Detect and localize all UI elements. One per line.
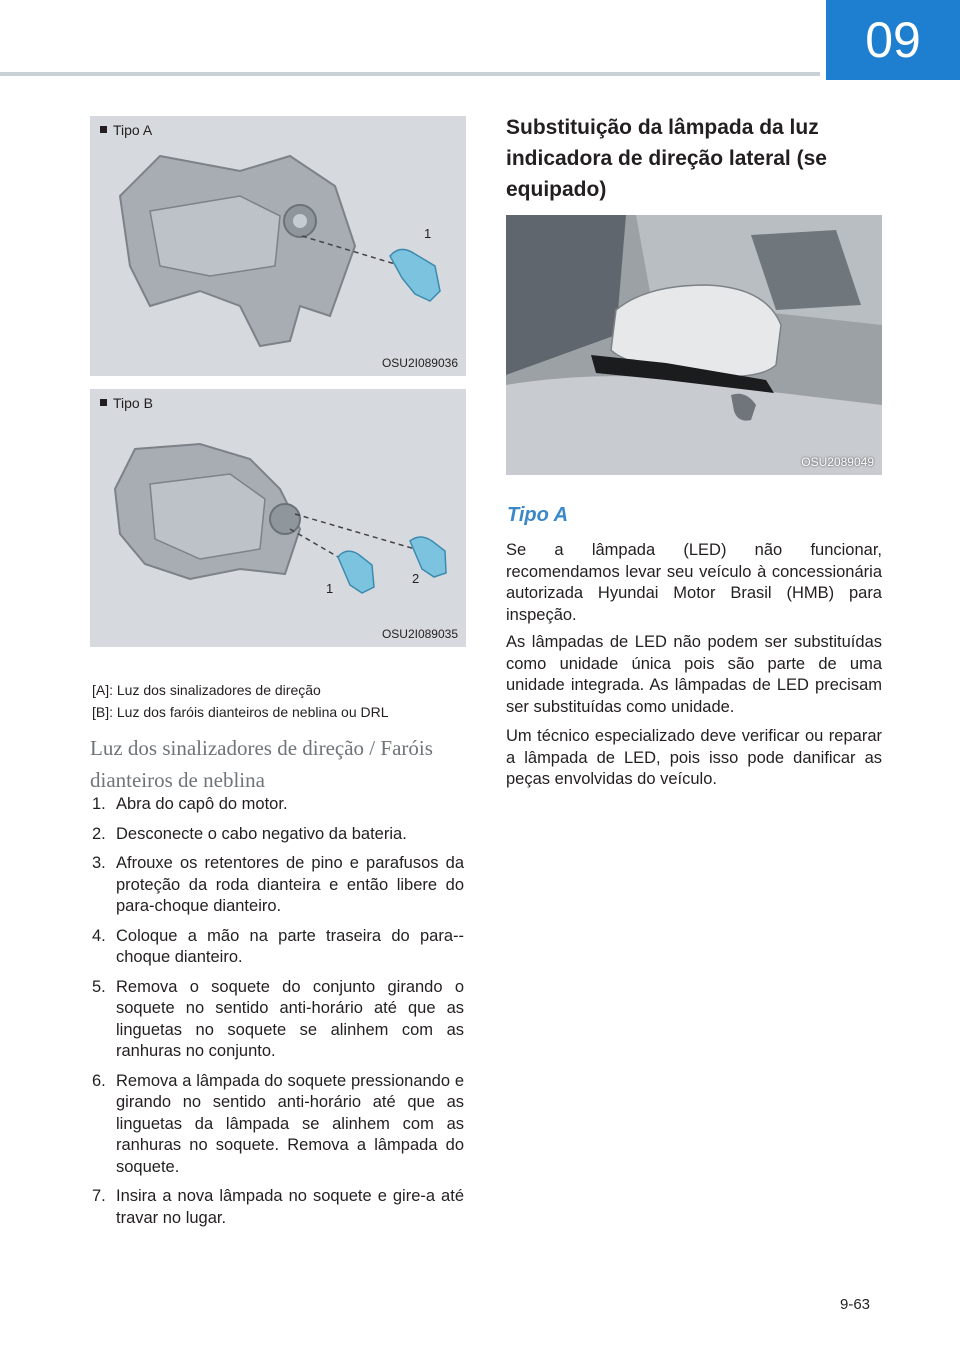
header-rule — [0, 72, 820, 76]
step-number: 5. — [92, 977, 106, 996]
step-number: 1. — [92, 795, 106, 813]
step-number: 7. — [92, 1187, 106, 1205]
square-bullet-icon — [100, 126, 107, 133]
figure-code: OSU2089049 — [801, 455, 874, 469]
list-item — [92, 824, 464, 846]
list-item — [92, 1071, 464, 1179]
list-item — [92, 853, 464, 918]
step-text: Remova a lâmpada do soquete pressionando e girando no sentido anti-horário até que as linguetas da lâmpada se alinhem com as ranhuras no soquete. Remova a lâmpada do soquete. — [116, 1071, 464, 1176]
figure-label — [100, 122, 152, 138]
step-number: 3. — [92, 854, 106, 872]
side-mirror-photo — [506, 215, 882, 475]
fog-lamp-illustration-b — [90, 389, 466, 647]
step-text: Abra do capô do motor. — [116, 795, 288, 813]
figure-tipo-b — [90, 389, 466, 647]
list-item — [92, 926, 464, 969]
figure-caption: [A]: Luz dos sinalizadores de direção — [92, 682, 321, 698]
callout-number: 1 — [424, 226, 432, 241]
figure-code: OSU2I089035 — [381, 627, 458, 641]
list-item — [92, 977, 464, 1063]
figure-tipo-a — [90, 116, 466, 376]
paragraph: As lâmpadas de LED não podem ser substituídas como unidade única pois são parte de uma unidade integrada. As lâmpadas de LED precisam ser substituídas como unidade. — [506, 633, 882, 716]
chapter-tab: 09 — [826, 0, 960, 80]
figure-mirror — [506, 215, 882, 475]
figure-code: OSU2I089036 — [381, 356, 458, 370]
step-text: Afrouxe os retentores de pino e parafusos da proteção da roda dianteira e então libere do para-choque dianteiro. — [116, 854, 464, 915]
step-number: 4. — [92, 926, 106, 945]
paragraph: Um técnico especializado deve verificar ou reparar a lâmpada de LED, pois isso pode danificar as peças envolvidas do veículo. — [506, 727, 882, 788]
figure-label-text: Tipo A — [113, 122, 153, 138]
figure-caption: [B]: Luz dos faróis dianteiros de neblina ou DRL — [92, 704, 389, 720]
paragraph: Se a lâmpada (LED) não funcionar, recomendamos levar seu veículo à concessionária autorizada Hyundai Motor Brasil (HMB) para inspeção. — [506, 541, 882, 624]
subheading-tipo-a: Tipo A — [507, 504, 569, 526]
square-bullet-icon — [100, 399, 107, 406]
callout-number: 1 — [326, 581, 334, 596]
page-number: 9-63 — [840, 1296, 871, 1313]
figure-label — [100, 395, 153, 411]
headlamp-illustration-a — [90, 116, 466, 376]
list-item — [92, 794, 464, 816]
figure-label-text: Tipo B — [113, 395, 153, 411]
step-text: Coloque a mão na parte traseira do para--choque dianteiro. — [116, 926, 464, 966]
section-title: Luz dos sinalizadores de direção / Faróis dianteiros de neblina — [90, 736, 433, 792]
callout-number: 2 — [412, 571, 420, 586]
step-text: Insira a nova lâmpada no soquete e gire-a até travar no lugar. — [116, 1187, 464, 1227]
step-number: 6. — [92, 1071, 106, 1090]
step-number: 2. — [92, 824, 106, 843]
step-text: Desconecte o cabo negativo da bateria. — [116, 824, 407, 843]
right-section-title: Substituição da lâmpada da luz indicadora de direção lateral (se equipado) — [506, 116, 827, 201]
list-item — [92, 1186, 464, 1229]
steps-list — [92, 794, 464, 1237]
step-text: Remova o soquete do conjunto girando o soquete no sentido anti-horário até que as linguetas no soquete se alinhem com as ranhuras no conjunto. — [116, 977, 464, 1060]
